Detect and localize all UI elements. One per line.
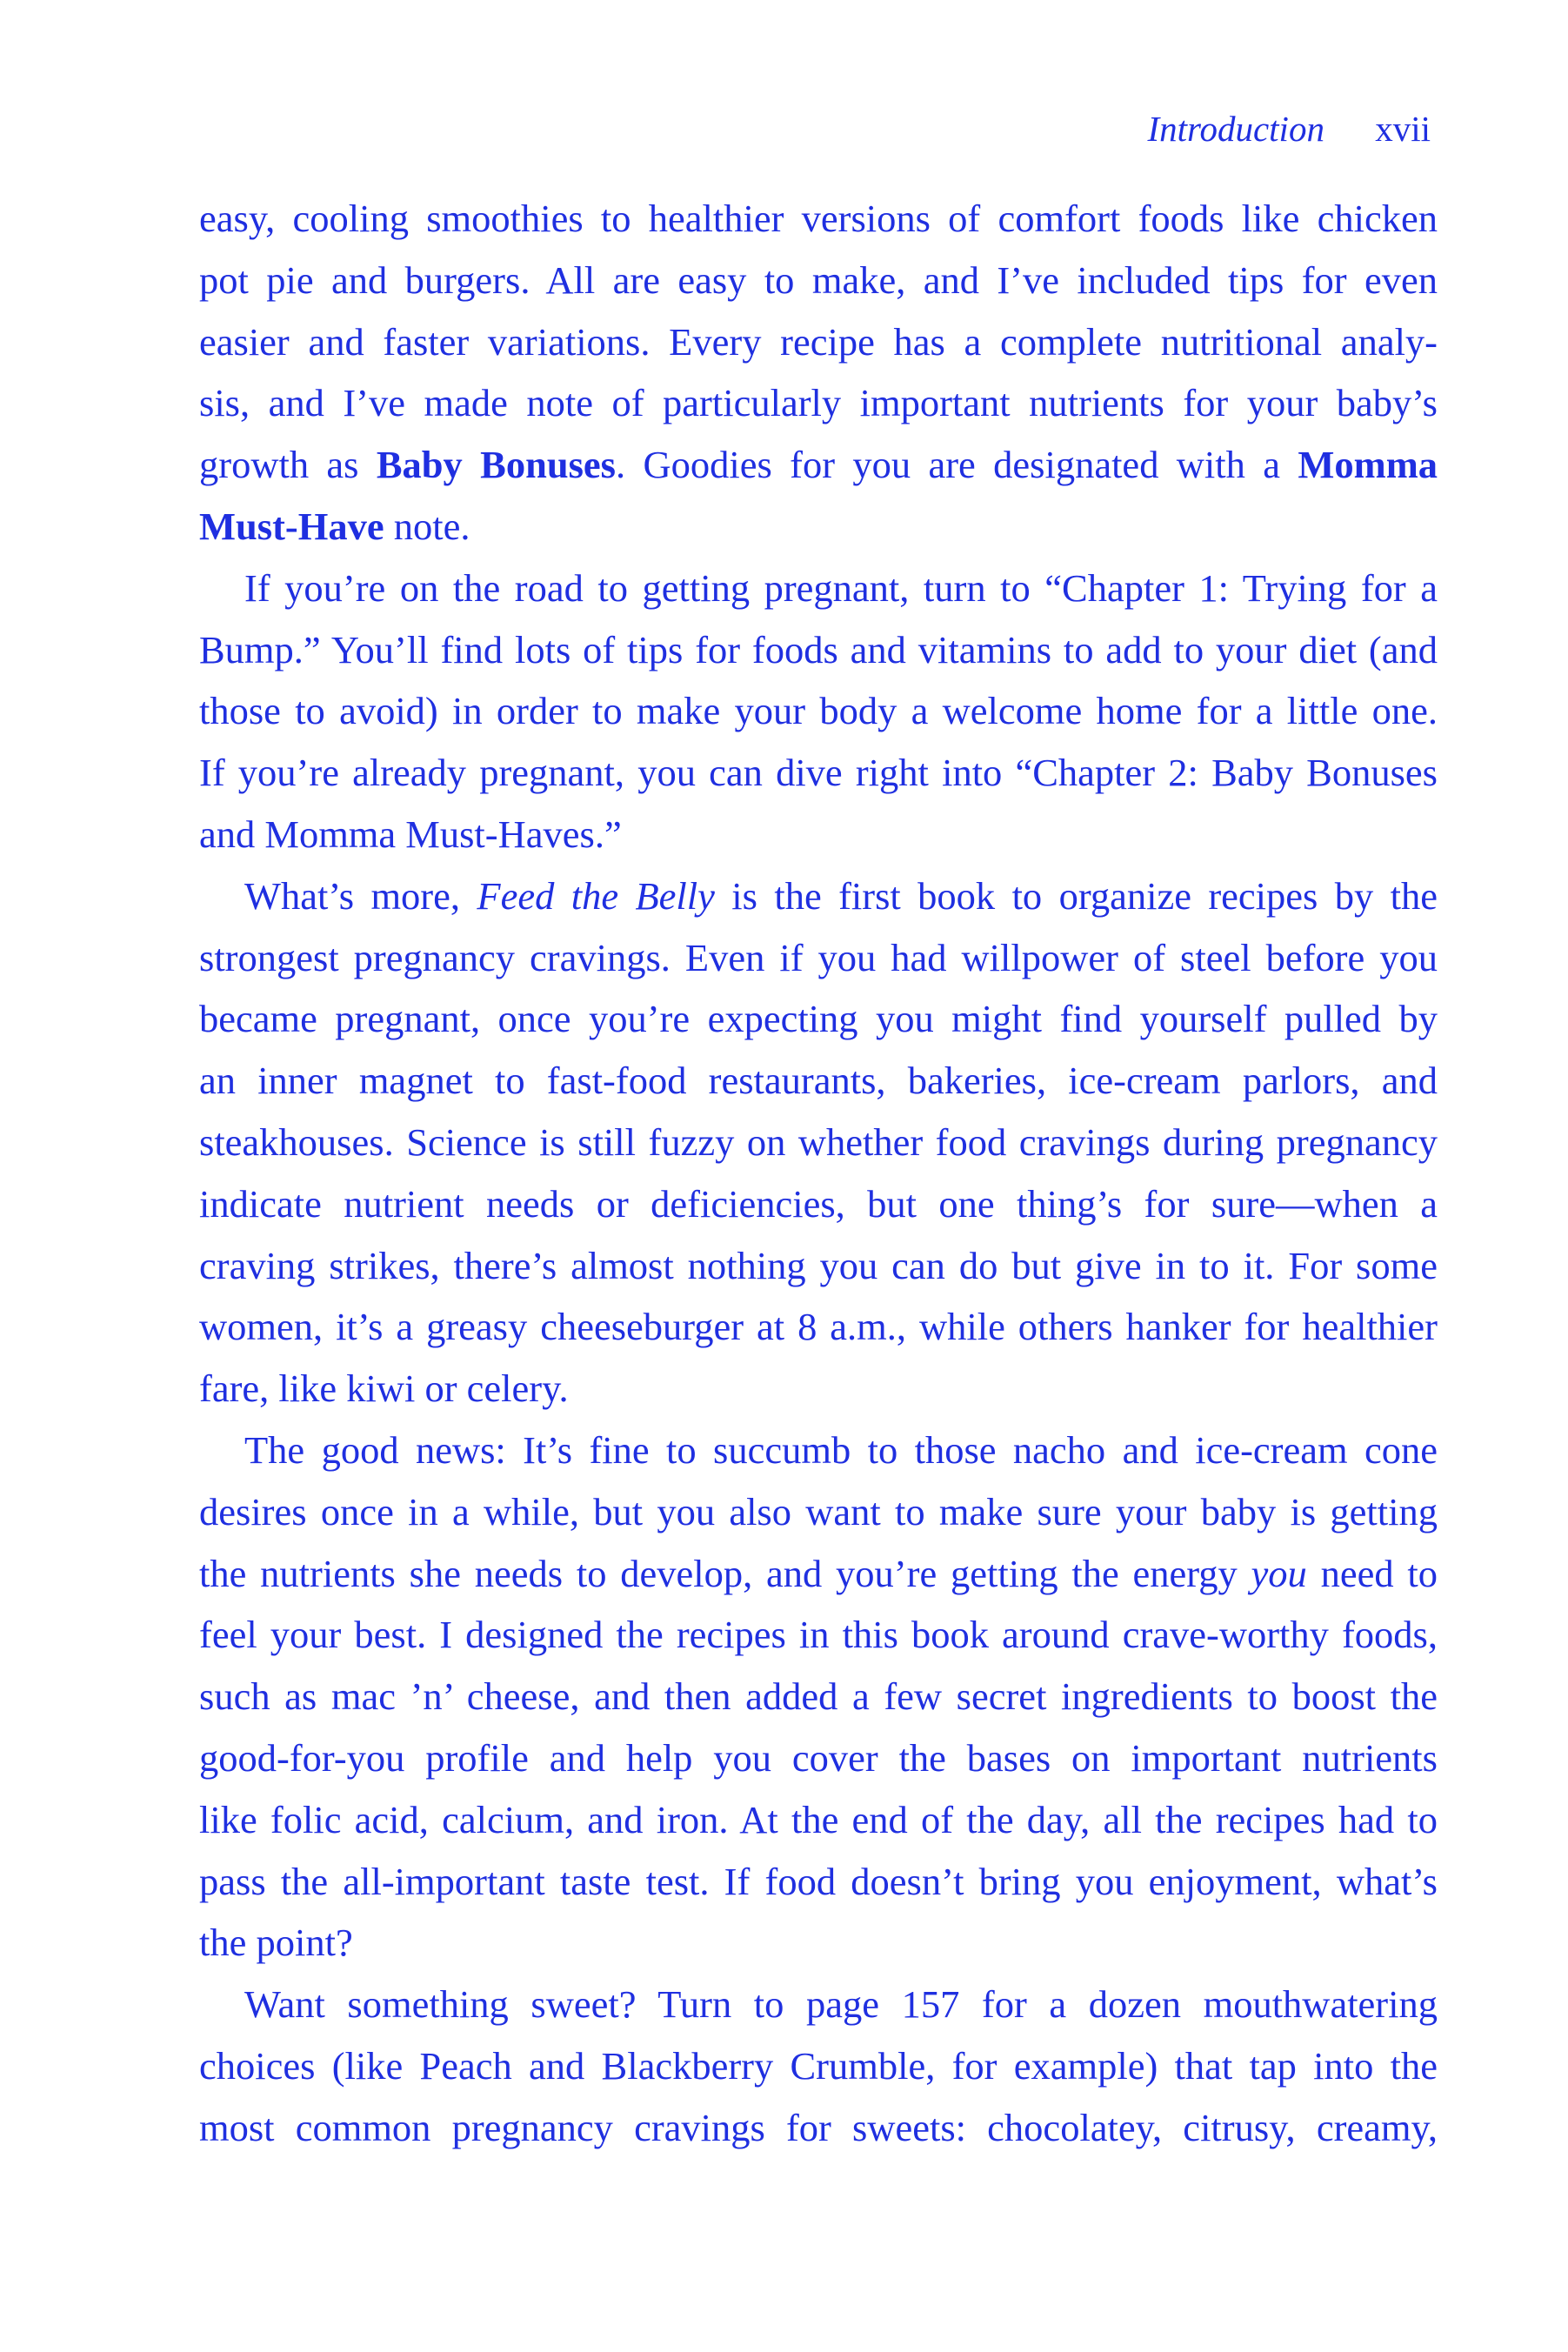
text-run: note. xyxy=(384,504,470,548)
text-line xyxy=(199,1112,1438,1173)
text-run: pass the all-important taste test. If food doesn’t bring you enjoyment, what’s xyxy=(199,1859,1438,1903)
text-line xyxy=(199,1481,1438,1543)
paragraph xyxy=(199,1974,1438,2158)
text-run: Want something sweet? Turn to page 157 for a dozen mouthwatering xyxy=(244,1982,1438,2027)
text-line xyxy=(199,1050,1438,1112)
text-line xyxy=(199,2097,1438,2159)
text-line xyxy=(199,1358,1438,1420)
text-run: pot pie and burgers. All are easy to make, and I’ve included tips for even xyxy=(199,257,1438,302)
text-line xyxy=(199,1296,1438,1358)
text-line xyxy=(199,311,1438,373)
text-line xyxy=(199,372,1438,434)
text-run: fare, like kiwi or celery. xyxy=(199,1366,569,1411)
text-run: indicate nutrient needs or deficiencies, but one thing’s for sure—when a xyxy=(199,1181,1438,1226)
text-run: women, it’s a greasy cheeseburger at 8 a.m., while others hanker for healthier xyxy=(199,1305,1438,1349)
text-line xyxy=(199,1420,1438,1481)
text-line xyxy=(199,558,1438,619)
text-run: . Goodies for you are designated with a xyxy=(615,443,1298,487)
paragraph xyxy=(199,865,1438,1420)
text-line xyxy=(199,1235,1438,1297)
text-line xyxy=(199,1727,1438,1789)
text-run: and Momma Must-Haves.” xyxy=(199,812,622,856)
text-line xyxy=(199,188,1438,250)
text-line xyxy=(199,680,1438,742)
text-run: desires once in a while, but you also want to make sure your baby is getting xyxy=(199,1489,1438,1533)
text-run: most common pregnancy cravings for sweets: chocolatey, citrusy, creamy, xyxy=(199,2105,1438,2149)
text-line xyxy=(199,1543,1438,1605)
text-line xyxy=(199,1173,1438,1235)
bold-term: Momma xyxy=(1298,443,1438,487)
text-run: feel your best. I designed the recipes in this book around crave-worthy foods, xyxy=(199,1613,1438,1657)
text-run: those to avoid) in order to make your body a welcome home for a little one. xyxy=(199,689,1438,733)
text-line xyxy=(199,742,1438,804)
text-line xyxy=(199,1912,1438,1974)
text-run: choices (like Peach and Blackberry Crumble, for example) that tap into the xyxy=(199,2043,1438,2088)
text-run: good-for-you profile and help you cover the bases on important nutrients xyxy=(199,1735,1438,1780)
paragraph xyxy=(199,188,1438,558)
text-run: became pregnant, once you’re expecting you might find yourself pulled by xyxy=(199,997,1438,1041)
section-title: Introduction xyxy=(1147,109,1324,149)
text-run: The good news: It’s fine to succumb to those nacho and ice-cream cone xyxy=(244,1427,1438,1472)
text-run: If you’re already pregnant, you can dive right into “Chapter 2: Baby Bonuses xyxy=(199,751,1438,795)
text-run: easier and faster variations. Every recipe has a complete nutritional analy- xyxy=(199,319,1438,364)
text-run: is the first book to organize recipes by the xyxy=(714,873,1438,918)
text-line xyxy=(199,434,1438,496)
text-run: an inner magnet to fast-food restaurants, bakeries, ice-cream parlors, and xyxy=(199,1059,1438,1103)
italic-term: Feed the Belly xyxy=(477,873,715,918)
text-run: What’s more, xyxy=(244,873,477,918)
paragraph xyxy=(199,1420,1438,1974)
text-run: Bump.” You’ll find lots of tips for foods and vitamins to add to your diet (and xyxy=(199,627,1438,672)
text-line xyxy=(199,927,1438,989)
text-line xyxy=(199,619,1438,681)
paragraph xyxy=(199,558,1438,865)
text-run: growth as xyxy=(199,443,377,487)
italic-term: you xyxy=(1251,1551,1307,1595)
text-line xyxy=(199,804,1438,865)
body-text xyxy=(199,188,1438,2159)
bold-term: Must-Have xyxy=(199,504,384,548)
text-line xyxy=(199,988,1438,1050)
text-run: strongest pregnancy cravings. Even if you had willpower of steel before you xyxy=(199,935,1438,979)
text-run: like folic acid, calcium, and iron. At the end of the day, all the recipes had to xyxy=(199,1797,1438,1841)
text-line xyxy=(199,496,1438,558)
text-run: the point? xyxy=(199,1921,353,1965)
page-number: xvii xyxy=(1375,109,1431,149)
text-run: If you’re on the road to getting pregnant, turn to “Chapter 1: Trying for a xyxy=(244,565,1438,610)
text-run: need to xyxy=(1306,1551,1438,1595)
text-line xyxy=(199,1666,1438,1727)
text-line xyxy=(199,865,1438,927)
bold-term: Baby Bonuses xyxy=(376,443,616,487)
text-line xyxy=(199,1604,1438,1666)
text-line xyxy=(199,2035,1438,2097)
text-run: easy, cooling smoothies to healthier versions of comfort foods like chicken xyxy=(199,197,1438,240)
text-run: the nutrients she needs to develop, and you’re getting the energy xyxy=(199,1551,1251,1595)
text-run: such as mac ’n’ cheese, and then added a few secret ingredients to boost the xyxy=(199,1674,1438,1719)
text-line xyxy=(199,1851,1438,1913)
running-head xyxy=(1147,103,1431,155)
text-line xyxy=(199,1974,1438,2035)
text-run: steakhouses. Science is still fuzzy on whether food cravings during pregnancy xyxy=(199,1119,1438,1164)
text-run: sis, and I’ve made note of particularly important nutrients for your baby’s xyxy=(199,381,1438,425)
text-line xyxy=(199,250,1438,311)
text-run: craving strikes, there’s almost nothing you can do but give in to it. For some xyxy=(199,1243,1438,1287)
text-line xyxy=(199,1789,1438,1851)
